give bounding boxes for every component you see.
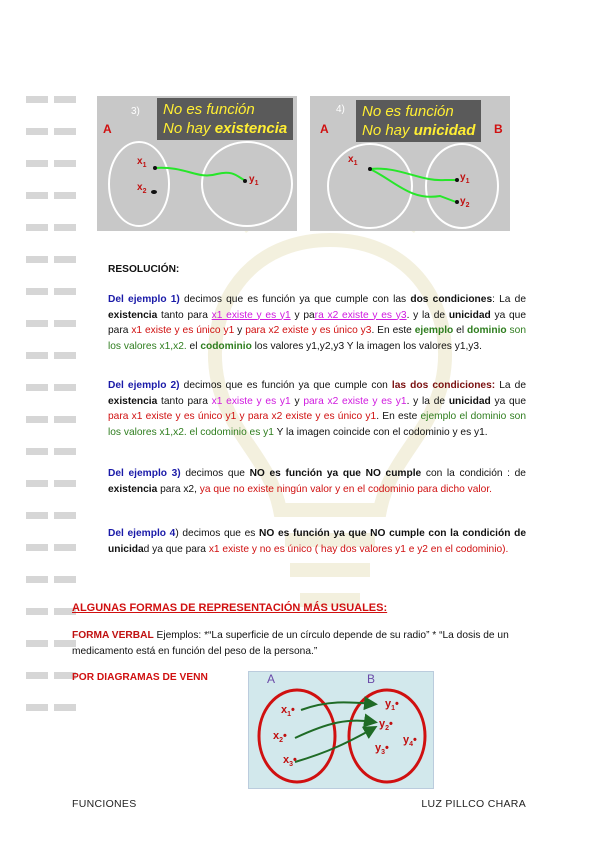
diagram-3-x1: $x_1$ [137,156,147,169]
diagram-example-3 [97,96,297,231]
venn-x3: $x_3•$ [283,754,297,769]
forma-verbal-text: Ejemplos: *“La superficie de un círculo depende de su radio” * “La dosis de un medicamento está en función del peso de la persona.” [72,630,509,657]
section-heading-representations: ALGUNAS FORMAS DE REPRESENTACIÓN MÁS USUALES: [72,602,388,614]
forma-verbal-label: FORMA VERBAL [72,630,154,641]
paragraph-example-4: Del ejemplo 4) decimos que es NO es función ya que NO cumple con la condición de unicidad ya que para x1 existe y no es único ( hay dos valores y1 e y2 en el codominio). [108,528,526,555]
venn-y4: $y_4•$ [403,734,417,749]
diagram-4-title-line1: No es función [362,103,454,120]
venn-x2: $x_2•$ [273,730,287,745]
diagram-4-title [356,100,481,142]
venn-y3: $y_3•$ [375,742,389,757]
diagram-4-set-b: B [494,122,503,136]
venn-y1: $y_1•$ [385,698,399,713]
diagram-3-title-line2b: existencia [214,120,288,137]
diagram-4-x1: $x_1$ [348,154,358,167]
diagram-3-y1: $y_1$ [249,174,259,187]
diagram-3-title [157,98,293,140]
diagram-4-title-line2a: No hay [362,122,414,139]
paragraph-example-2: Del ejemplo 2) decimos que es función ya que cumple con las dos condiciones: La de existencia tanto para x1 existe y es y1 y para x2 existe y es y1. y la de unicidad ya que para x1 existe y es único y1 y para x2 existe y es único y1. En este ejemplo el dominio son los valores x1,x2. el codominio es y1 Y la imagen coincide con el codominio y es y1. [108,380,527,438]
forma-verbal-paragraph [72,628,526,659]
diagram-3-set-a: A [103,122,112,136]
diagram-4-y2: $y_2$ [460,196,470,209]
resolucion-title: RESOLUCIÓN: [108,264,180,275]
diagram-4-number: 4) [336,104,345,115]
venn-x1: $x_1•$ [281,704,295,719]
venn-y2: $y_2•$ [379,718,393,733]
diagram-example-4 [310,96,510,231]
footer-left: FUNCIONES [72,798,137,810]
diagram-3-title-line1: No es función [163,101,255,118]
venn-set-a: A [267,672,276,686]
diagram-3-x2: $x_2$ [137,182,147,195]
diagram-3-title-line2a: No hay [163,120,215,137]
diagram-4-y1: $y_1$ [460,172,470,185]
diagram-3-number: 3) [131,106,140,117]
footer-right: LUZ PILLCO CHARA [421,798,526,810]
venn-set-b: B [367,672,376,686]
diagram-4-title-line2b: unicidad [413,122,476,139]
venn-diagram [248,671,434,789]
paragraph-example-1: Del ejemplo 1) decimos que es función ya que cumple con las dos condiciones: La de existencia tanto para x1 existe y es y1 y para x2 existe y es y3. y la de unicidad ya que para x1 existe y es único y1 y para x2 existe y es único y3. En este ejemplo el dominio son los valores x1,x2. el codominio los valores y1,y2,y3 Y la imagen los valores y1,y3. [108,294,527,352]
paragraph-example-3: Del ejemplo 3) decimos que NO es función ya que NO cumple con la condición : de existencia para x2, ya que no existe ningún valor y en el codominio para dicho valor. [108,468,526,495]
diagram-4-set-a: A [320,122,329,136]
venn-diagram-title: POR DIAGRAMAS DE VENN [72,672,208,683]
